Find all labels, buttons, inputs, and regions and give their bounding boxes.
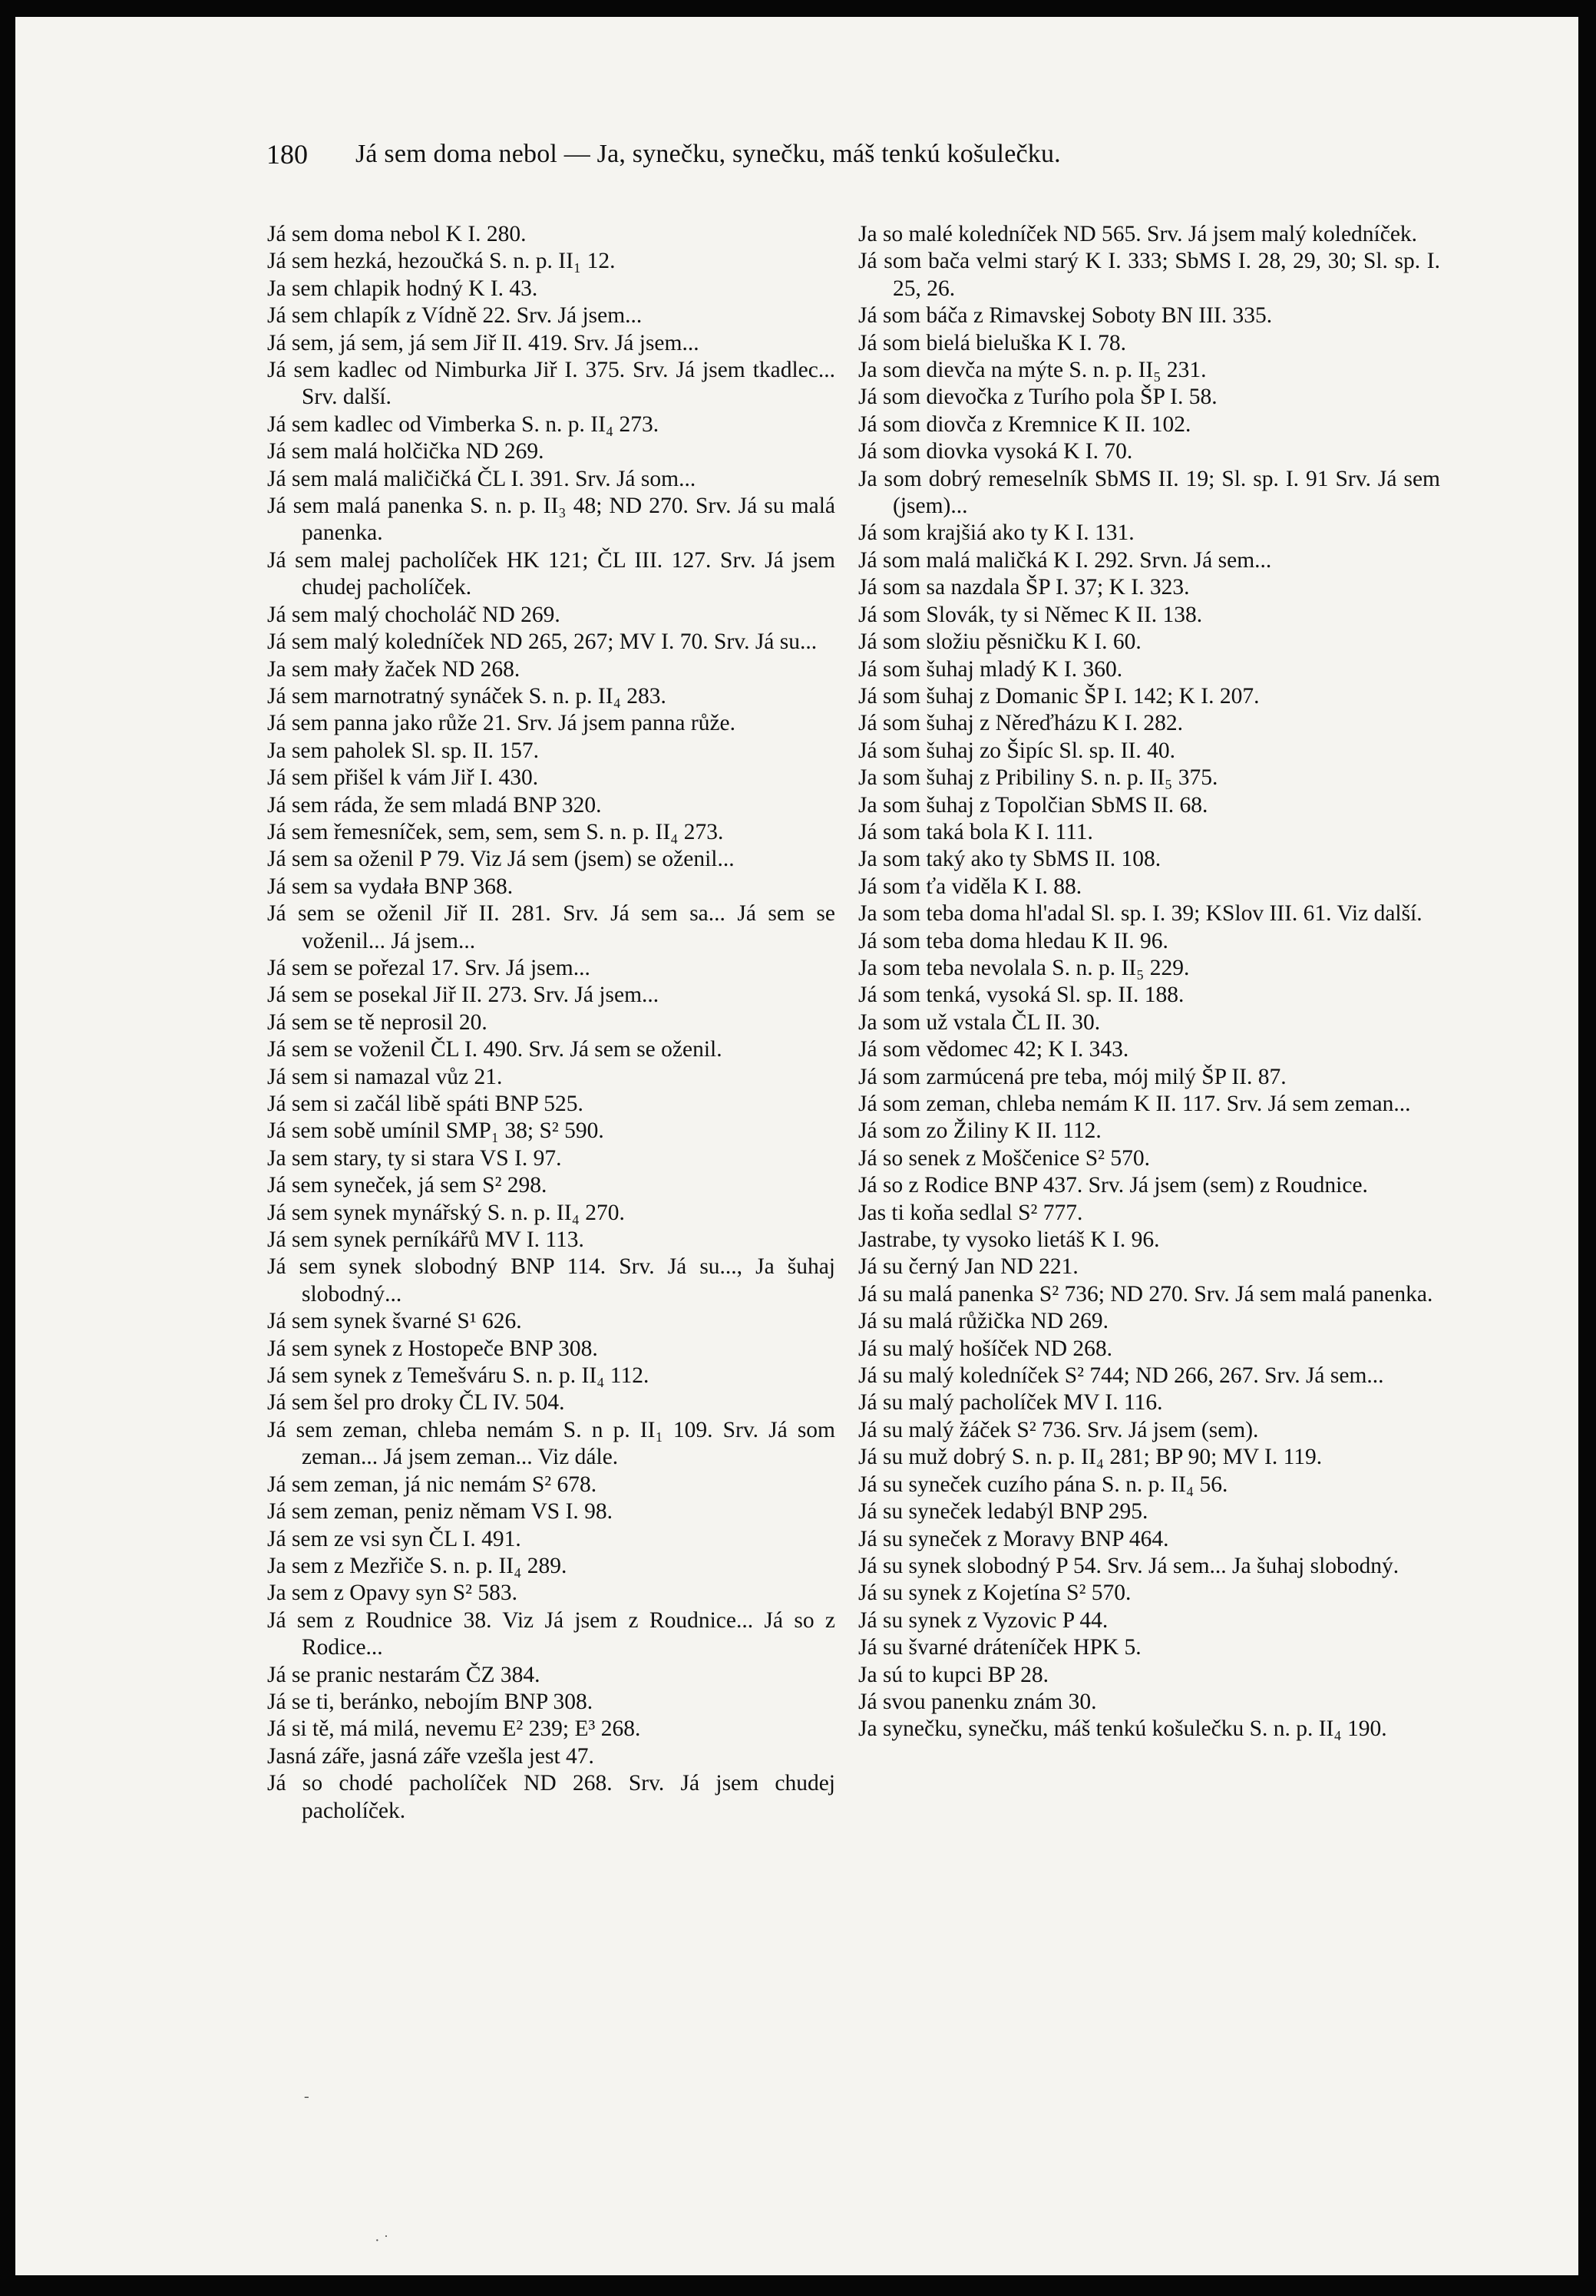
index-entry: Já som diovča z Kremnice K II. 102. <box>858 411 1191 437</box>
index-entry: Ja so malé koledníček ND 565. Srv. Já jsem malý koledníček. <box>858 222 1418 246</box>
index-entry: Já si tě, má milá, nevemu E² 239; E³ 268. <box>267 1716 641 1742</box>
index-entry: Já su syneček z Moravy BNP 464. <box>858 1526 1169 1551</box>
index-entry: Já som bača velmi starý K I. 333; SbMS I. 28, 29, 30; Sl. sp. I. 25, 26. <box>858 249 1440 301</box>
page-smudge: - <box>304 2088 309 2105</box>
index-entry: Ja sem stary, ty si stara VS I. 97. <box>267 1145 562 1171</box>
index-entry: Já sem šel pro droky ČL IV. 504. <box>267 1390 565 1416</box>
running-title: Já sem doma nebol — Ja, synečku, synečku, máš tenkú košulečku. <box>355 140 1061 168</box>
page-number: 180 <box>266 139 308 170</box>
index-entry: Já sem řemesníček, sem, sem, sem S. n. p. II₄ 273. <box>267 819 724 844</box>
index-entry: Já sem synek z Hostopeče BNP 308. <box>267 1336 598 1361</box>
index-entry: Já som zo Žiliny K II. 112. <box>858 1118 1102 1144</box>
index-entry: Já se pranic nestarám ČZ 384. <box>267 1662 540 1687</box>
index-entry: Já su syneček cuzího pána S. n. p. II₄ 56. <box>858 1472 1228 1497</box>
index-entry: Ja sem chlapik hodný K I. 43. <box>267 276 538 301</box>
index-entry: Jasná záře, jasná záře vzešla jest 47. <box>267 1743 594 1769</box>
index-entry: Ja som už vstala ČL II. 30. <box>858 1009 1101 1035</box>
index-entry: Ja sem z Mezřiče S. n. p. II₄ 289. <box>267 1553 567 1578</box>
index-entry: Já sem chlapík z Vídně 22. Srv. Já jsem... <box>267 303 643 329</box>
index-entry: Já sem sa vydała BNP 368. <box>267 874 514 899</box>
index-entry: Já sem synek z Temešváru S. n. p. II₄ 112. <box>267 1363 649 1389</box>
index-entry: Já so z Rodice BNP 437. Srv. Já jsem (sem) z Roudnice. <box>858 1173 1368 1198</box>
index-entry: Já sem sobě umínil SMP₁ 38; S² 590. <box>267 1118 604 1144</box>
index-entry: Já sem malý chocholáč ND 269. <box>267 602 560 627</box>
index-entry: Já su synek z Vyzovic P 44. <box>858 1607 1109 1633</box>
index-entry: Já sem malá holčička ND 269. <box>267 439 544 464</box>
index-entry: Já sem se oženil Jiř II. 281. Srv. Já sem sa... Já sem se voženil... Já jsem... <box>267 901 835 953</box>
index-entry: Já som báča z Rimavskej Soboty BN III. 335. <box>858 303 1273 329</box>
index-entry: Já sem ze vsi syn ČL I. 491. <box>267 1526 521 1551</box>
index-entry: Já su malý hošíček ND 268. <box>858 1336 1113 1361</box>
index-entry: Já som šuhaj zo Šipíc Sl. sp. II. 40. <box>858 738 1175 763</box>
index-entry: Já sem se pořezal 17. Srv. Já jsem... <box>267 955 590 980</box>
index-entry: Ja som šuhaj z Topolčian SbMS II. 68. <box>858 792 1208 818</box>
index-entry: Já su švarné dráteníček HPK 5. <box>858 1635 1142 1660</box>
index-entry: Já sem zeman, peniz němam VS I. 98. <box>267 1499 613 1525</box>
index-entry: Já sem sa oženil P 79. Viz Já sem (jsem) se oženil... <box>267 847 735 872</box>
index-entry: Já sem zeman, já nic nemám S² 678. <box>267 1472 597 1497</box>
index-entry: Já su černý Jan ND 221. <box>858 1254 1079 1280</box>
index-entry: Já som vědomec 42; K I. 343. <box>858 1037 1129 1062</box>
index-entry: Jas ti koňa sedlal S² 777. <box>858 1200 1083 1225</box>
index-entry: Já so senek z Moščenice S² 570. <box>858 1145 1150 1171</box>
index-entry: Já sem malá panenka S. n. p. II₃ 48; ND 270. Srv. Já su malá panenka. <box>267 494 835 546</box>
index-entry: Já som zeman, chleba nemám K II. 117. Srv. Já sem zeman... <box>858 1092 1411 1116</box>
index-entry: Já sem panna jako růže 21. Srv. Já jsem panna růže. <box>267 711 736 736</box>
index-entry: Já sem ráda, že sem mladá BNP 320. <box>267 792 602 818</box>
index-entry: Já su muž dobrý S. n. p. II₄ 281; BP 90; MV I. 119. <box>858 1445 1323 1470</box>
index-entry: Já som zarmúcená pre teba, mój milý ŠP II. 87. <box>858 1064 1287 1089</box>
index-entry: Ja sú to kupci BP 28. <box>858 1662 1049 1687</box>
index-entry: Já se ti, beránko, nebojím BNP 308. <box>267 1689 593 1714</box>
page-speck: · ˙ <box>375 2232 389 2249</box>
index-entry: Ja som taký ako ty SbMS II. 108. <box>858 847 1161 872</box>
index-entry: Ja som dievča na mýte S. n. p. II₅ 231. <box>858 358 1207 383</box>
index-entry: Já som krajšiá ako ty K I. 131. <box>858 520 1135 546</box>
index-entry: Já sem hezká, hezoučká S. n. p. II₁ 12. <box>267 249 616 274</box>
index-entry: Já sem přišel k vám Jiř I. 430. <box>267 765 539 791</box>
index-entry: Já sem malá maličičká ČL I. 391. Srv. Já som... <box>267 466 696 491</box>
index-entry: Já som teba doma hledau K II. 96. <box>858 928 1168 953</box>
index-entry: Já su malá růžička ND 269. <box>858 1309 1109 1334</box>
index-entry: Já svou panenku znám 30. <box>858 1689 1097 1714</box>
index-entry: Ja synečku, synečku, máš tenkú košulečku S. n. p. II₄ 190. <box>858 1716 1387 1742</box>
index-entry: Jastrabe, ty vysoko lietáš K I. 96. <box>858 1227 1160 1253</box>
index-entry: Ja som teba nevolala S. n. p. II₅ 229. <box>858 955 1190 980</box>
index-entry: Já su malý žáček S² 736. Srv. Já jsem (sem). <box>858 1417 1259 1442</box>
index-entry: Já sem se posekal Jiř II. 273. Srv. Já jsem... <box>267 983 659 1008</box>
index-entry: Já sem synek švarné S¹ 626. <box>267 1309 522 1334</box>
index-entry: Já su syneček ledabýl BNP 295. <box>858 1499 1148 1525</box>
index-entry: Já sem si namazal vůz 21. <box>267 1064 503 1089</box>
index-entry: Já som dievočka z Turího pola ŠP I. 58. <box>858 385 1218 410</box>
index-entry: Já sem zeman, chleba nemám S. n p. II₁ 109. Srv. Já som zeman... Já jsem zeman... Viz dále. <box>267 1417 835 1470</box>
index-entry: Já som taká bola K I. 111. <box>858 819 1093 844</box>
index-entry: Já sem z Roudnice 38. Viz Já jsem z Roudnice... Já so z Rodice... <box>267 1607 835 1660</box>
index-entry: Já sem synek slobodný BNP 114. Srv. Já su..., Ja šuhaj slobodný... <box>267 1254 835 1307</box>
index-entry: Já sem kadlec od Vimberka S. n. p. II₄ 273. <box>267 411 659 437</box>
right-column <box>858 221 1440 1743</box>
index-entry: Já su malý pacholíček MV I. 116. <box>858 1390 1163 1416</box>
index-entry: Já su malý koledníček S² 744; ND 266, 267. Srv. Já sem... <box>858 1363 1384 1389</box>
index-entry: Ja som dobrý remeselník SbMS II. 19; Sl. sp. I. 91 Srv. Já sem (jsem)... <box>858 466 1440 519</box>
index-entry: Já su malá panenka S² 736; ND 270. Srv. Já sem malá panenka. <box>858 1281 1433 1307</box>
index-entry: Já sem synek perníkářů MV I. 113. <box>267 1227 584 1253</box>
index-entry: Ja sem mały žaček ND 268. <box>267 656 520 682</box>
index-entry: Já som sa nazdala ŠP I. 37; K I. 323. <box>858 575 1190 600</box>
index-entry: Já su synek slobodný P 54. Srv. Já sem... Ja šuhaj slobodný. <box>858 1553 1399 1578</box>
index-entry: Já su synek z Kojetína S² 570. <box>858 1581 1132 1606</box>
index-entry: Já sem si začál libě spáti BNP 525. <box>267 1092 583 1116</box>
index-entry: Já som diovka vysoká K I. 70. <box>858 439 1133 464</box>
index-entry: Ja sem paholek Sl. sp. II. 157. <box>267 738 539 763</box>
index-entry: Já so chodé pacholíček ND 268. Srv. Já jsem chudej pacholíček. <box>267 1771 835 1823</box>
index-entry: Já sem synek mynářský S. n. p. II₄ 270. <box>267 1200 625 1225</box>
index-entry: Ja sem z Opavy syn S² 583. <box>267 1581 517 1606</box>
index-entry: Já sem malej pacholíček HK 121; ČL III. 127. Srv. Já jsem chudej pacholíček. <box>267 547 835 600</box>
index-entry: Já som bielá bieluška K I. 78. <box>858 330 1127 355</box>
index-entry: Já sem doma nebol K I. 280. <box>267 222 527 246</box>
index-entry: Já sem kadlec od Nimburka Jiř I. 375. Srv. Já jsem tkadlec... Srv. další. <box>267 358 835 410</box>
index-entry: Já som ťa viděla K I. 88. <box>858 874 1082 899</box>
index-entry: Ja som šuhaj z Pribiliny S. n. p. II₅ 375. <box>858 765 1218 791</box>
index-entry: Já som šuhaj mladý K I. 360. <box>858 656 1123 682</box>
index-entry: Já som složiu pěsničku K I. 60. <box>858 629 1142 655</box>
index-entry: Já sem syneček, já sem S² 298. <box>267 1173 547 1198</box>
index-entry: Já sem, já sem, já sem Jiř II. 419. Srv. Já jsem... <box>267 330 699 355</box>
index-entry: Já som Slovák, ty si Němec K II. 138. <box>858 602 1203 627</box>
left-column <box>267 221 835 1825</box>
page-header <box>266 138 1061 170</box>
index-entry: Já sem marnotratný synáček S. n. p. II₄ 283. <box>267 683 666 709</box>
index-entry: Já som malá maličká K I. 292. Srvn. Já sem... <box>858 547 1272 573</box>
index-entry: Já som tenká, vysoká Sl. sp. II. 188. <box>858 983 1185 1008</box>
index-entry: Ja som teba doma hl'adal Sl. sp. I. 39; KSlov III. 61. Viz další. <box>858 901 1423 927</box>
index-entry: Já som šuhaj z Domanic ŠP I. 142; K I. 207. <box>858 683 1260 709</box>
index-entry: Já som šuhaj z Něreďházu K I. 282. <box>858 711 1183 736</box>
index-entry: Já sem se tě neprosil 20. <box>267 1009 487 1035</box>
index-entry: Já sem malý koledníček ND 265, 267; MV I. 70. Srv. Já su... <box>267 629 818 655</box>
index-entry: Já sem se voženil ČL I. 490. Srv. Já sem se oženil. <box>267 1037 722 1062</box>
